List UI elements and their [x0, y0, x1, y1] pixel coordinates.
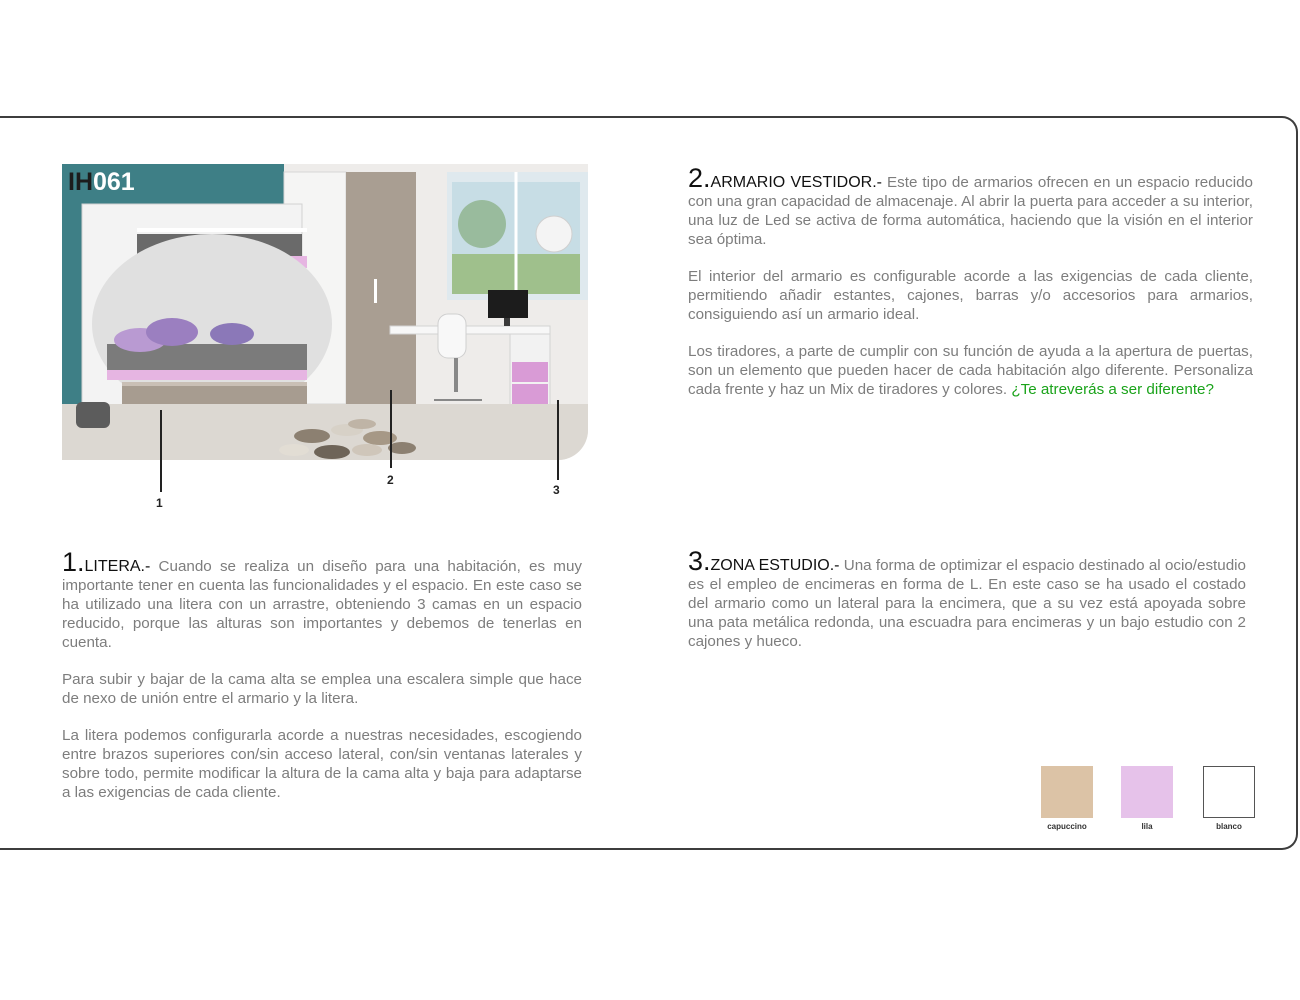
- swatch-capuccino: [1041, 766, 1093, 818]
- litera-paragraph-2: Para subir y bajar de la cama alta se emplea una escalera simple que hace de nexo de unión entre el armario y la litera.: [62, 671, 582, 707]
- armario-p3-text: Los tiradores, a parte de cumplir con su función de ayuda a la apertura de puertas, son un elemento que pueden hacer de cada habitación algo diferente. Personaliza cada frente y haz un Mix de tiradores y colores.: [688, 343, 1253, 398]
- armario-paragraph-1: [688, 163, 1253, 249]
- estudio-intro: Una forma de optimizar el espacio destinado al ocio/estudio es el empleo de encimeras en forma de L. En este caso se ha usado el costado del armario como un lateral para la encimera, que a su vez está apoyada sobre una pata metálica redonda, una escuadra para encimeras y un bajo estudio con 2 cajones y hueco.: [688, 557, 1246, 650]
- callout-line-1: [160, 410, 162, 492]
- armario-highlight: ¿Te atreverás a ser diferente?: [1011, 381, 1214, 398]
- product-code: [68, 168, 135, 197]
- callout-number-2: 2: [387, 473, 394, 487]
- swatch-blanco: [1203, 766, 1255, 818]
- product-photo: [62, 164, 588, 460]
- swatch-label-lila: lila: [1141, 822, 1153, 831]
- swatch-label-capuccino: capuccino: [1047, 822, 1087, 831]
- litera-paragraph-3: La litera podemos configurarla acorde a nuestras necesidades, escogiendo entre brazos superiores con/sin acceso lateral, con/sin ventanas laterales y sobre todo, permite modificar la altura de la cama alta y baja para adaptarse a las exigencias de cada cliente.: [62, 727, 582, 801]
- estudio-number: 3.: [688, 546, 711, 576]
- swatch-lila: [1121, 766, 1173, 818]
- product-code-prefix: IH: [68, 168, 93, 196]
- litera-intro: Cuando se realiza un diseño para una habitación, es muy importante tener en cuenta las funcionalidades y el espacio. En este caso se ha utilizado una litera con un arrastre, obteniendo 3 camas en un espacio reducido, porque las alturas son importantes y debemos de tenerlas en cuenta.: [62, 558, 582, 651]
- product-code-suffix: 061: [93, 168, 135, 196]
- section-litera: [62, 547, 582, 820]
- callout-number-1: 1: [156, 496, 163, 510]
- section-estudio: [688, 546, 1246, 669]
- swatch-label-blanco: blanco: [1216, 822, 1242, 831]
- estudio-title: ZONA ESTUDIO.-: [710, 557, 840, 574]
- callout-line-2: [390, 390, 392, 468]
- armario-paragraph-2: El interior del armario es configurable acorde a las exigencias de cada cliente, permitiendo añadir estantes, cajones, barras y/o accesorios para armarios, consiguiendo así un armario ideal.: [688, 268, 1253, 323]
- litera-paragraph-1: [62, 547, 582, 652]
- armario-paragraph-3: [688, 342, 1253, 399]
- callout-number-3: 3: [553, 483, 560, 497]
- armario-title: ARMARIO VESTIDOR.-: [710, 174, 882, 191]
- callout-line-3: [557, 400, 559, 480]
- armario-number: 2.: [688, 163, 711, 193]
- armario-intro: Este tipo de armarios ofrecen en un espacio reducido con una gran capacidad de almacenaje. Al abrir la puerta para acceder a su interior, una luz de Led se activa de forma automática, haciendo que la visión en el interior sea óptima.: [688, 174, 1253, 248]
- estudio-paragraph-1: [688, 546, 1246, 651]
- litera-number: 1.: [62, 547, 85, 577]
- section-armario: [688, 163, 1253, 417]
- litera-title: LITERA.-: [84, 558, 151, 575]
